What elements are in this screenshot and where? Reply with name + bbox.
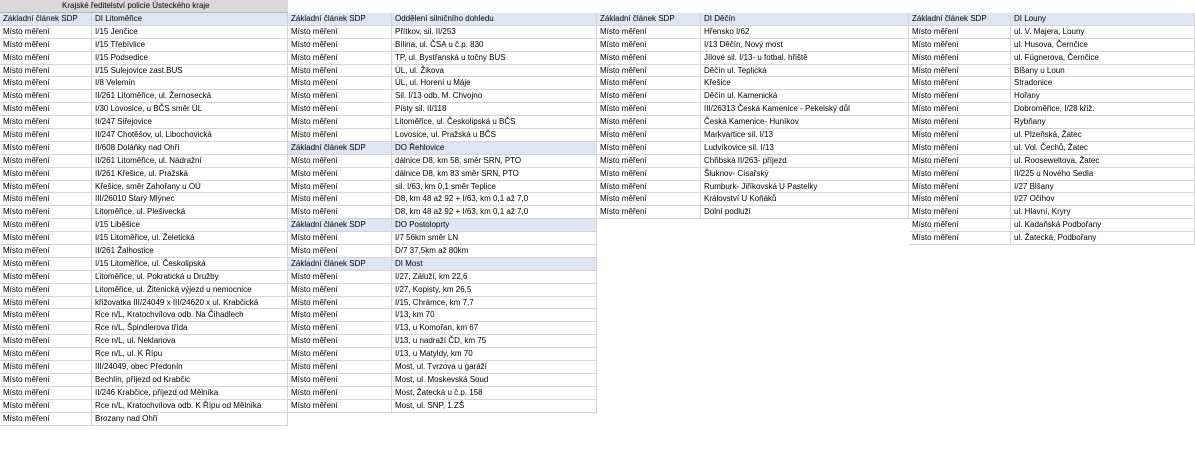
table-cell[interactable]: Dobroměřice, I/28 křiž.	[1011, 103, 1195, 116]
table-cell[interactable]: II/247 Siřejovice	[92, 116, 288, 129]
table-row	[0, 181, 288, 194]
table-cell[interactable]: I/13, u nadraží ČD, km 75	[392, 335, 597, 348]
table-cell[interactable]: Místo měření	[288, 335, 392, 348]
table-row	[597, 142, 909, 155]
table-row	[597, 39, 909, 52]
table-row	[909, 232, 1195, 245]
table-cell[interactable]: Místo měření	[0, 52, 92, 65]
header-cell[interactable]: DO Postoloprty	[392, 219, 597, 232]
table-cell[interactable]: Místo měření	[909, 90, 1011, 103]
table-row	[597, 116, 909, 129]
table-row	[909, 77, 1195, 90]
table-cell[interactable]: Ludvíkovice sil. I/13	[701, 142, 909, 155]
table-cell[interactable]: I/13 Děčín, Nový most	[701, 39, 909, 52]
table-cell[interactable]: TP, ul. Bystřanská u točny BUS	[392, 52, 597, 65]
header-cell[interactable]: Základní článek SDP	[288, 219, 392, 232]
table-row	[288, 387, 597, 400]
table-cell[interactable]: křižovatka III/24049 x III/24620 x ul. Krabčická	[92, 297, 288, 310]
table-row	[288, 400, 597, 413]
header-cell[interactable]: DI Litoměřice	[92, 13, 288, 26]
table-cell[interactable]: Místo měření	[597, 129, 701, 142]
header-cell[interactable]: DI Most	[392, 258, 597, 271]
table-cell[interactable]: Místo měření	[288, 155, 392, 168]
table-cell[interactable]: Rce n/L, ul. Neklanova	[92, 335, 288, 348]
table-cell[interactable]: II/608 Doláňky nad Ohří	[92, 142, 288, 155]
table-cell[interactable]: ul. Hlavní, Kryry	[1011, 206, 1195, 219]
table-cell[interactable]: Místo měření	[288, 309, 392, 322]
table-cell[interactable]: Místo měření	[909, 168, 1011, 181]
table-row	[597, 103, 909, 116]
table-row	[288, 284, 597, 297]
table-cell[interactable]: Jílové sil. I/13- u fotbal. hřiště	[701, 52, 909, 65]
table-cell[interactable]: Místo měření	[597, 181, 701, 194]
table-row	[0, 142, 288, 155]
table-cell[interactable]: Místo měření	[288, 129, 392, 142]
table-row	[0, 335, 288, 348]
table-cell[interactable]: III/24049, obec Předonín	[92, 361, 288, 374]
table-cell[interactable]: Místo měření	[0, 219, 92, 232]
table-cell[interactable]: Místo měření	[0, 335, 92, 348]
table-cell[interactable]: ul. Kadaňská Podbořany	[1011, 219, 1195, 232]
table-cell[interactable]: ul. Fügnerova, Černčice	[1011, 52, 1195, 65]
table-cell[interactable]: I/27, Kopisty, km 26,5	[392, 284, 597, 297]
table-cell[interactable]: Místo měření	[909, 155, 1011, 168]
table-row	[0, 245, 288, 258]
table-cell[interactable]: I/15 Litoměřice, ul. Českolipská	[92, 258, 288, 271]
table-row	[288, 374, 597, 387]
table-row	[0, 193, 288, 206]
table-row	[288, 181, 597, 194]
table-cell[interactable]: Místo měření	[597, 77, 701, 90]
table-row	[288, 65, 597, 78]
table-row	[0, 39, 288, 52]
table-row	[288, 309, 597, 322]
table-row	[597, 129, 909, 142]
table-cell[interactable]: Místo měření	[288, 77, 392, 90]
table-cell[interactable]: Brozany nad Ohří	[92, 413, 288, 426]
table-cell[interactable]: Rce n/L, ul. K Řípu	[92, 348, 288, 361]
table-cell[interactable]: Místo měření	[909, 142, 1011, 155]
table-cell[interactable]: Most, ul. Moskevská Soud	[392, 374, 597, 387]
table-row	[0, 400, 288, 413]
table-row	[0, 155, 288, 168]
table-cell[interactable]: Místo měření	[0, 129, 92, 142]
table-cell[interactable]: Rce n/L, Špindlerova třída	[92, 322, 288, 335]
table-cell[interactable]: I/27, Záluží, km 22,6	[392, 271, 597, 284]
table-cell[interactable]: I/15 Podsedice	[92, 52, 288, 65]
table-cell[interactable]: Místo měření	[909, 65, 1011, 78]
table-row	[288, 116, 597, 129]
table-cell[interactable]: Místo měření	[0, 297, 92, 310]
table-cell[interactable]: I/15, Chrámce, km 7,7	[392, 297, 597, 310]
table-cell[interactable]: Místo měření	[597, 206, 701, 219]
table-row	[0, 284, 288, 297]
table-row	[597, 181, 909, 194]
header-row	[288, 13, 597, 26]
table-cell[interactable]: sil. I/63, km 0,1 směr Teplice	[392, 181, 597, 194]
table-cell[interactable]: II/225 u Nového Sedla	[1011, 168, 1195, 181]
table-row	[0, 413, 288, 426]
table-row	[909, 193, 1195, 206]
table-cell[interactable]: ul. V. Majera, Louny	[1011, 26, 1195, 39]
table-cell[interactable]: Místo měření	[909, 52, 1011, 65]
table-cell[interactable]: Místo měření	[909, 206, 1011, 219]
header-row	[909, 13, 1195, 26]
header-cell[interactable]: Základní článek SDP	[288, 258, 392, 271]
table-row	[0, 77, 288, 90]
table-row	[909, 142, 1195, 155]
table-row	[909, 103, 1195, 116]
table-cell[interactable]: Místo měření	[0, 258, 92, 271]
table-row	[288, 335, 597, 348]
table-row	[909, 181, 1195, 194]
table-row	[909, 39, 1195, 52]
table-row	[0, 297, 288, 310]
table-cell[interactable]: Místo měření	[288, 387, 392, 400]
table-cell[interactable]: Místo měření	[288, 39, 392, 52]
table-row	[0, 52, 288, 65]
table-row	[0, 348, 288, 361]
table-row	[909, 52, 1195, 65]
table-cell[interactable]: Místo měření	[0, 232, 92, 245]
table-cell[interactable]: Česká Kamenice- Huníkov	[701, 116, 909, 129]
table-cell[interactable]: Místo měření	[0, 155, 92, 168]
table-cell[interactable]: Místo měření	[909, 129, 1011, 142]
table-cell[interactable]: Křešice, směr Zahořany u OÚ	[92, 181, 288, 194]
table-cell[interactable]: II/261 Litoměřice, ul. Žernosecká	[92, 90, 288, 103]
table-row	[288, 232, 597, 245]
table-cell[interactable]: Místo měření	[597, 52, 701, 65]
table-cell[interactable]: Místo měření	[0, 309, 92, 322]
table-row	[0, 387, 288, 400]
table-cell[interactable]: I/8 Velemín	[92, 77, 288, 90]
table-row	[288, 245, 597, 258]
table-cell[interactable]: dálnice D8, km 83 směr SRN, PTO	[392, 168, 597, 181]
table-cell[interactable]: Místo měření	[909, 232, 1011, 245]
table-cell[interactable]: Místo měření	[0, 90, 92, 103]
table-row	[0, 103, 288, 116]
table-cell[interactable]: Místo měření	[288, 374, 392, 387]
table-cell[interactable]: Místo měření	[288, 297, 392, 310]
table-cell[interactable]: Místo měření	[0, 348, 92, 361]
table-cell[interactable]: Místo měření	[909, 181, 1011, 194]
table-cell[interactable]: Stradonice	[1011, 77, 1195, 90]
table-cell[interactable]: Království U Koňáků	[701, 193, 909, 206]
table-cell[interactable]: ul. Rooseweltova, Žatec	[1011, 155, 1195, 168]
table-cell[interactable]: Markvartice sil. I/13	[701, 129, 909, 142]
table-row	[0, 258, 288, 271]
table-cell[interactable]: Místo měření	[288, 181, 392, 194]
table-row	[288, 39, 597, 52]
table-cell[interactable]: Most, ul. SNP, 1.ZŠ	[392, 400, 597, 413]
table-cell[interactable]: D8, km 48 až 92 + I/63, km 0,1 až 7,0	[392, 193, 597, 206]
table-row	[909, 155, 1195, 168]
table-row	[597, 206, 909, 219]
header-cell[interactable]: DI Děčín	[701, 13, 909, 26]
table-cell[interactable]: ul. Husova, Černčice	[1011, 39, 1195, 52]
header-cell[interactable]: Základní článek SDP	[597, 13, 701, 26]
table-cell[interactable]: Místo měření	[288, 193, 392, 206]
table-cell[interactable]: Místo měření	[288, 348, 392, 361]
table-cell[interactable]: II/261 Litoměřice, ul. Nádražní	[92, 155, 288, 168]
table-cell[interactable]: Místo měření	[0, 206, 92, 219]
header-cell[interactable]: DI Louny	[1011, 13, 1195, 26]
table-cell[interactable]: Místo měření	[0, 245, 92, 258]
table-row	[597, 168, 909, 181]
table-cell[interactable]: Místo měření	[288, 284, 392, 297]
table-cell[interactable]: Lovosice, ul. Pražská u BČS	[392, 129, 597, 142]
table-row	[0, 206, 288, 219]
table-row	[0, 90, 288, 103]
table-cell[interactable]: Místo měření	[288, 245, 392, 258]
table-cell[interactable]: Rce n/L, Kratochvílova odb. K Řípu od Mělníka	[92, 400, 288, 413]
table-row	[909, 65, 1195, 78]
table-cell[interactable]: Místo měření	[597, 168, 701, 181]
table-cell[interactable]: Místo měření	[0, 116, 92, 129]
table-row	[288, 52, 597, 65]
table-row	[0, 65, 288, 78]
table-cell[interactable]: dálnice D8, km 58, směr SRN, PTO	[392, 155, 597, 168]
table-row	[288, 348, 597, 361]
table-cell[interactable]: Místo měření	[288, 361, 392, 374]
table-cell[interactable]: Místo měření	[288, 232, 392, 245]
table-row	[0, 26, 288, 39]
table-cell[interactable]: I/15 Liběšice	[92, 219, 288, 232]
table-row	[0, 309, 288, 322]
table-cell[interactable]: Litoměřice, ul. Plešivecká	[92, 206, 288, 219]
header-cell[interactable]: Základní článek SDP	[288, 13, 392, 26]
table-cell[interactable]: Místo měření	[288, 90, 392, 103]
header-row	[288, 258, 597, 271]
table-cell[interactable]: I/13, km 70	[392, 309, 597, 322]
table-cell[interactable]: Písty sil. II/118	[392, 103, 597, 116]
header-row	[597, 13, 909, 26]
table-cell[interactable]: Místo měření	[288, 26, 392, 39]
table-cell[interactable]: Litoměřice, ul. Žitenická výjezd u nemocnice	[92, 284, 288, 297]
table-row	[0, 374, 288, 387]
table-row	[288, 271, 597, 284]
table-row	[288, 297, 597, 310]
table-cell[interactable]: Místo měření	[288, 52, 392, 65]
table-row	[597, 90, 909, 103]
header-row	[288, 142, 597, 155]
table-row	[909, 206, 1195, 219]
table-cell[interactable]: I/27 Blšany	[1011, 181, 1195, 194]
table-cell[interactable]: Místo měření	[909, 219, 1011, 232]
table-cell[interactable]: ul. Vol. Čechů, Žatec	[1011, 142, 1195, 155]
table-row	[288, 129, 597, 142]
table-row	[0, 168, 288, 181]
table-cell[interactable]: Místo měření	[288, 65, 392, 78]
table-cell[interactable]: Místo měření	[0, 413, 92, 426]
table-cell[interactable]: Místo měření	[288, 271, 392, 284]
table-row	[597, 52, 909, 65]
table-row	[0, 271, 288, 284]
di-decin-block	[597, 13, 909, 219]
table-cell[interactable]: Most, Žatecká u č.p. 158	[392, 387, 597, 400]
table-cell[interactable]: Místo měření	[909, 26, 1011, 39]
table-cell[interactable]: Chřibská II/263- příjezd	[701, 155, 909, 168]
table-row	[597, 193, 909, 206]
table-cell[interactable]: Místo měření	[909, 39, 1011, 52]
table-row	[597, 65, 909, 78]
table-cell[interactable]: I/15 Jenčice	[92, 26, 288, 39]
table-row	[288, 26, 597, 39]
table-row	[288, 322, 597, 335]
table-cell[interactable]: Místo měření	[0, 284, 92, 297]
table-cell[interactable]: Litoměřice, ul. Českolipská u BČS	[392, 116, 597, 129]
table-cell[interactable]: Místo měření	[0, 193, 92, 206]
table-row	[288, 168, 597, 181]
osd-block	[288, 13, 597, 413]
sheet-title[interactable]: Krajské ředitelství policie Ústeckého kraje	[0, 0, 288, 13]
table-cell[interactable]: II/261 Křešice, ul. Pražská	[92, 168, 288, 181]
table-row	[597, 155, 909, 168]
table-cell[interactable]: Místo měření	[0, 361, 92, 374]
table-cell[interactable]: Místo měření	[597, 193, 701, 206]
header-cell[interactable]: Oddělení silničního dohledu	[392, 13, 597, 26]
header-row	[288, 219, 597, 232]
table-cell[interactable]: II/261 Žalhostice	[92, 245, 288, 258]
table-cell[interactable]: Rumburk- Jiříkovská U Pastelky	[701, 181, 909, 194]
table-cell[interactable]: Místo měření	[0, 181, 92, 194]
header-cell[interactable]: DO Řehlovice	[392, 142, 597, 155]
table-cell[interactable]: Místo měření	[0, 77, 92, 90]
table-cell[interactable]: Místo měření	[0, 387, 92, 400]
table-cell[interactable]: ul. Žatecká, Podbořany	[1011, 232, 1195, 245]
header-cell[interactable]: Základní článek SDP	[0, 13, 92, 26]
table-cell[interactable]: Most, ul. Tvrzova u garáží	[392, 361, 597, 374]
table-cell[interactable]: III/26313 Česká Kamenice - Pekelský důl	[701, 103, 909, 116]
table-cell[interactable]: ÚL, ul. Horení u Máje	[392, 77, 597, 90]
table-cell[interactable]: III/26010 Starý Mlýnec	[92, 193, 288, 206]
table-row	[288, 155, 597, 168]
table-cell[interactable]: Místo měření	[597, 26, 701, 39]
table-cell[interactable]: Místo měření	[0, 103, 92, 116]
table-cell[interactable]: II/247 Chotěšov, ul. Libochovická	[92, 129, 288, 142]
table-cell[interactable]: Sil. I/13 odb. M. Chvojno	[392, 90, 597, 103]
table-cell[interactable]: D/7 37,5km až 80km	[392, 245, 597, 258]
table-cell[interactable]: Šluknov- Císařský	[701, 168, 909, 181]
table-row	[909, 168, 1195, 181]
header-cell[interactable]: Základní článek SDP	[909, 13, 1011, 26]
table-cell[interactable]: Místo měření	[0, 142, 92, 155]
table-cell[interactable]: Místo měření	[288, 206, 392, 219]
table-cell[interactable]: Místo měření	[0, 39, 92, 52]
table-row	[0, 116, 288, 129]
table-row	[0, 361, 288, 374]
table-cell[interactable]: II/246 Krabčice, příjezd od Mělníka	[92, 387, 288, 400]
table-cell[interactable]: Blšany u Loun	[1011, 65, 1195, 78]
table-cell[interactable]: Místo měření	[288, 400, 392, 413]
table-row	[288, 193, 597, 206]
table-cell[interactable]: Bílina, ul. ČSA u č.p. 830	[392, 39, 597, 52]
table-cell[interactable]: I/15 Sulejovice zast.BUS	[92, 65, 288, 78]
table-cell[interactable]: Bechlín, příjezd od Krabčic	[92, 374, 288, 387]
table-cell[interactable]: Místo měření	[597, 116, 701, 129]
di-litomerice-block	[0, 13, 288, 426]
table-cell[interactable]: I/15 Třebívlice	[92, 39, 288, 52]
table-cell[interactable]: Přítkov, sil. II/253	[392, 26, 597, 39]
table-row	[909, 26, 1195, 39]
table-cell[interactable]: Místo měření	[0, 322, 92, 335]
table-cell[interactable]: Místo měření	[0, 374, 92, 387]
table-row	[597, 26, 909, 39]
table-row	[597, 77, 909, 90]
table-row	[0, 219, 288, 232]
table-row	[909, 219, 1195, 232]
table-cell[interactable]: Místo měření	[597, 103, 701, 116]
table-cell[interactable]: ÚL, ul. Žikova	[392, 65, 597, 78]
header-cell[interactable]: Základní článek SDP	[288, 142, 392, 155]
table-row	[0, 232, 288, 245]
table-row	[909, 90, 1195, 103]
table-cell[interactable]: Místo měření	[597, 65, 701, 78]
table-cell[interactable]: ul. Plzeňská, Žatec	[1011, 129, 1195, 142]
table-cell[interactable]: Místo měření	[909, 77, 1011, 90]
header-row	[0, 13, 288, 26]
table-cell[interactable]: Místo měření	[0, 271, 92, 284]
table-cell[interactable]: Místo měření	[597, 155, 701, 168]
table-row	[288, 206, 597, 219]
table-cell[interactable]: Dolní podluží	[701, 206, 909, 219]
table-cell[interactable]: Rce n/L, Kratochvílova odb. Na Čihadlech	[92, 309, 288, 322]
table-cell[interactable]: Místo měření	[0, 65, 92, 78]
table-cell[interactable]: Křešice	[701, 77, 909, 90]
table-cell[interactable]: Místo měření	[597, 90, 701, 103]
table-row	[0, 322, 288, 335]
table-cell[interactable]: I/13, u Matyldy, km 70	[392, 348, 597, 361]
table-cell[interactable]: I/27 Očihov	[1011, 193, 1195, 206]
table-cell[interactable]: Hřensko I/62	[701, 26, 909, 39]
table-row	[909, 129, 1195, 142]
table-cell[interactable]: Místo měření	[288, 168, 392, 181]
table-row	[0, 129, 288, 142]
table-cell[interactable]: Místo měření	[909, 103, 1011, 116]
table-cell[interactable]: I/30 Lovosice, u BČS směr ÚL	[92, 103, 288, 116]
table-cell[interactable]: I/7 56km směr LN	[392, 232, 597, 245]
table-cell[interactable]: Místo měření	[288, 116, 392, 129]
table-row	[288, 77, 597, 90]
table-cell[interactable]: Děčín ul. Kamenická	[701, 90, 909, 103]
table-cell[interactable]: Litoměřice, ul. Pokratická u Družby	[92, 271, 288, 284]
table-row	[288, 103, 597, 116]
di-louny-block	[909, 13, 1195, 245]
table-cell[interactable]: Místo měření	[597, 142, 701, 155]
table-cell[interactable]: Místo měření	[909, 116, 1011, 129]
table-cell[interactable]: Místo měření	[288, 322, 392, 335]
table-cell[interactable]: Místo měření	[0, 168, 92, 181]
table-cell[interactable]: Místo měření	[597, 39, 701, 52]
table-cell[interactable]: D8, km 48 až 92 + I/63, km 0,1 až 7,0	[392, 206, 597, 219]
table-cell[interactable]: Místo měření	[288, 103, 392, 116]
table-row	[288, 361, 597, 374]
table-row	[909, 116, 1195, 129]
table-cell[interactable]: I/15 Litoměřice, ul. Želetická	[92, 232, 288, 245]
table-cell[interactable]: I/13, u Komořan, km 67	[392, 322, 597, 335]
table-cell[interactable]: Hořany	[1011, 90, 1195, 103]
table-row	[288, 90, 597, 103]
table-cell[interactable]: Místo měření	[0, 400, 92, 413]
table-cell[interactable]: Místo měření	[0, 26, 92, 39]
table-cell[interactable]: Rybňany	[1011, 116, 1195, 129]
table-cell[interactable]: Děčín ul. Teplická	[701, 65, 909, 78]
table-cell[interactable]: Místo měření	[909, 193, 1011, 206]
